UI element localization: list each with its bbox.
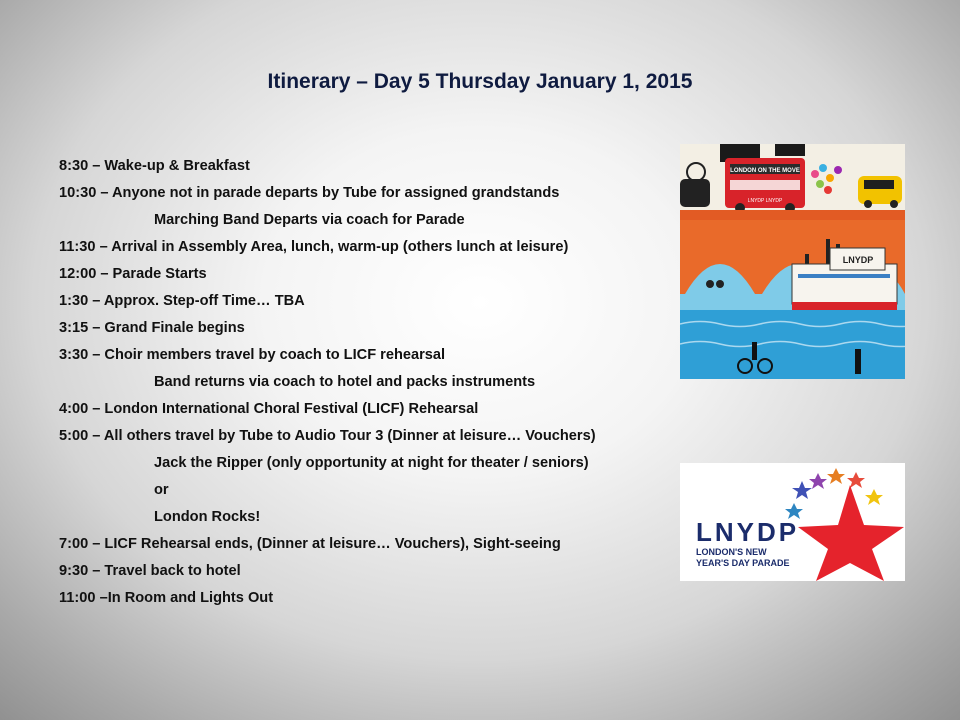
- page-title: Itinerary – Day 5 Thursday January 1, 2015: [267, 70, 693, 93]
- banner-text: LONDON ON THE MOVE: [730, 168, 800, 174]
- list-item: 11:30 – Arrival in Assembly Area, lunch, warm-up (others lunch at leisure): [59, 239, 569, 255]
- list-item: or: [154, 482, 169, 498]
- boat-text: LNYDP: [842, 255, 874, 265]
- list-item: 10:30 – Anyone not in parade departs by Tube for assigned grandstands: [59, 185, 560, 201]
- list-item: 12:00 – Parade Starts: [59, 266, 207, 282]
- list-item: 1:30 – Approx. Step-off Time… TBA: [59, 293, 305, 309]
- list-item: 3:30 – Choir members travel by coach to LICF rehearsal: [59, 347, 446, 363]
- list-item: 3:15 – Grand Finale begins: [59, 320, 245, 336]
- logo-tagline-2: YEAR'S DAY PARADE: [696, 558, 790, 568]
- list-item: London Rocks!: [154, 509, 261, 525]
- bus-text: LNYDP LNYDP: [747, 198, 783, 204]
- list-item: 11:00 –In Room and Lights Out: [59, 590, 274, 606]
- list-item: 5:00 – All others travel by Tube to Audio Tour 3 (Dinner at leisure… Vouchers): [59, 428, 596, 444]
- lnydp-logo: [680, 463, 905, 581]
- list-item: Marching Band Departs via coach for Parade: [154, 212, 465, 228]
- logo-tagline-1: LONDON'S NEW: [696, 547, 767, 557]
- list-item: Jack the Ripper (only opportunity at night for theater / seniors): [154, 455, 589, 471]
- list-item: 4:00 – London International Choral Festival (LICF) Rehearsal: [59, 401, 479, 417]
- logo-brand: LNYDP: [696, 517, 800, 547]
- itinerary-list: [59, 153, 659, 612]
- list-item: 9:30 – Travel back to hotel: [59, 563, 241, 579]
- parade-illustration: [680, 144, 905, 379]
- list-item: 8:30 – Wake-up & Breakfast: [59, 158, 250, 174]
- list-item: Band returns via coach to hotel and packs instruments: [154, 374, 536, 390]
- list-item: 7:00 – LICF Rehearsal ends, (Dinner at leisure… Vouchers), Sight-seeing: [59, 536, 561, 552]
